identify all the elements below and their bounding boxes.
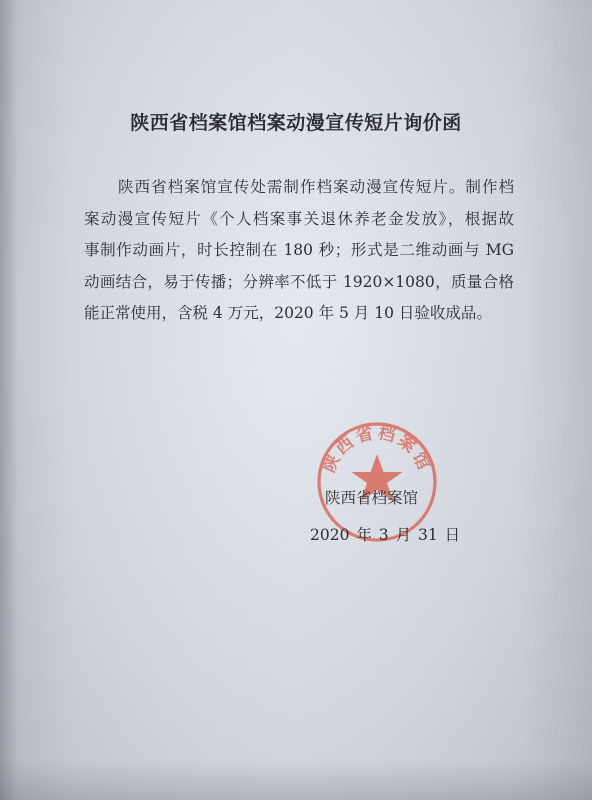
body-line: 案动漫宣传短片《个人档案事关退休养老金发放》，根据故 <box>84 209 514 228</box>
body-line: 陕西省档案馆宣传处需制作档案动漫宣传短片。制作档 <box>118 178 514 196</box>
signature-date: 2020 年 3 月 31 日 <box>310 526 461 544</box>
body-line: 能正常使用，含税 4 万元，2020 年 5 月 10 日验收成品。 <box>84 304 492 322</box>
body-line: 动画结合，易于传播；分辨率不低于 1920×1080，质量合格 <box>84 272 514 291</box>
seal-arc-text: 陕西省档案馆 <box>319 423 435 476</box>
signature-organization: 陕西省档案馆 <box>325 489 419 507</box>
document-body <box>84 172 514 330</box>
page-shadow-bottom <box>0 760 592 800</box>
document-title: 陕西省档案馆档案动漫宣传短片询价函 <box>130 112 462 134</box>
body-line: 事制作动画片，时长控制在 180 秒；形式是二维动画与 MG <box>84 241 514 259</box>
